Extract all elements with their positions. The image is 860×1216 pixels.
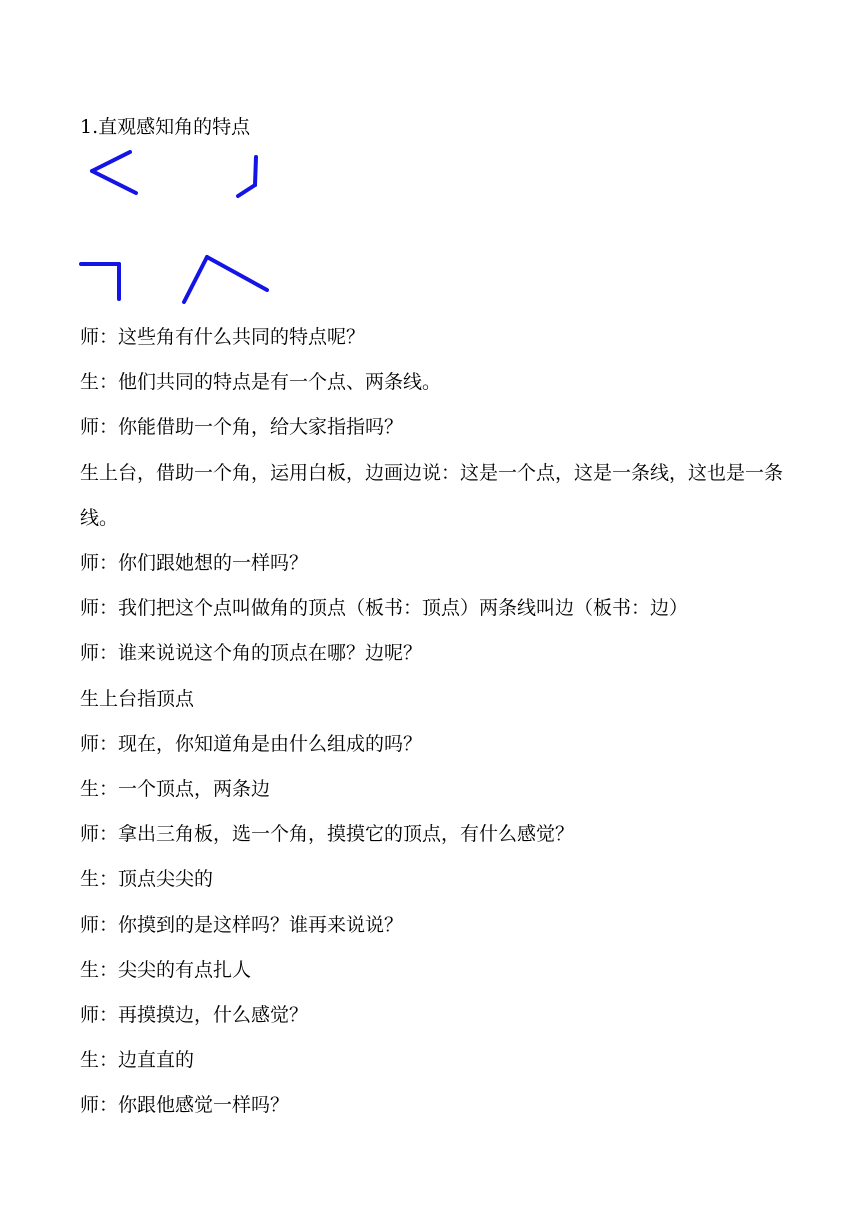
- dialogue-list: [80, 315, 790, 1129]
- dialogue-line: 生：顶点尖尖的: [80, 868, 214, 891]
- angle-obtuse: [184, 257, 267, 302]
- dialogue-line: 师：你能借助一个角，给大家指指吗？: [80, 416, 404, 439]
- dialogue-line: 师：拿出三角板，选一个角，摸摸它的顶点，有什么感觉？: [80, 823, 575, 846]
- dialogue-line: 生上台指顶点: [80, 687, 195, 710]
- angle-illustrations: [70, 140, 300, 312]
- dialogue-line: 生：尖尖的有点扎人: [80, 958, 252, 981]
- dialogue-line: 生：他们共同的特点是有一个点、两条线。: [80, 371, 442, 394]
- dialogue-line: 师：现在，你知道角是由什么组成的吗？: [80, 732, 423, 755]
- angle-small-hook: [238, 157, 256, 196]
- angle-right-angle: [81, 264, 119, 299]
- dialogue-line: 师：你们跟她想的一样吗？: [80, 552, 309, 575]
- dialogue-line: 师：谁来说说这个角的顶点在哪？边呢？: [80, 642, 423, 665]
- dialogue-line: 师：我们把这个点叫做角的顶点（板书：顶点）两条线叫边（板书：边）: [80, 597, 689, 620]
- dialogue-line: 师：你跟他感觉一样吗？: [80, 1094, 290, 1117]
- dialogue-line: 生上台，借助一个角，运用白板，边画边说：这是一个点，这是一条线，这也是一条线。: [80, 461, 784, 529]
- dialogue-line: 生：一个顶点，两条边: [80, 778, 271, 801]
- dialogue-line: 师：你摸到的是这样吗？谁再来说说？: [80, 913, 404, 936]
- dialogue-line: 生：边直直的: [80, 1049, 195, 1072]
- angle-opening-right: [92, 152, 136, 193]
- dialogue-line: 师：再摸摸边，什么感觉？: [80, 1004, 309, 1027]
- dialogue-line: 师：这些角有什么共同的特点呢？: [80, 326, 366, 348]
- section-heading: 1.直观感知角的特点: [80, 116, 251, 138]
